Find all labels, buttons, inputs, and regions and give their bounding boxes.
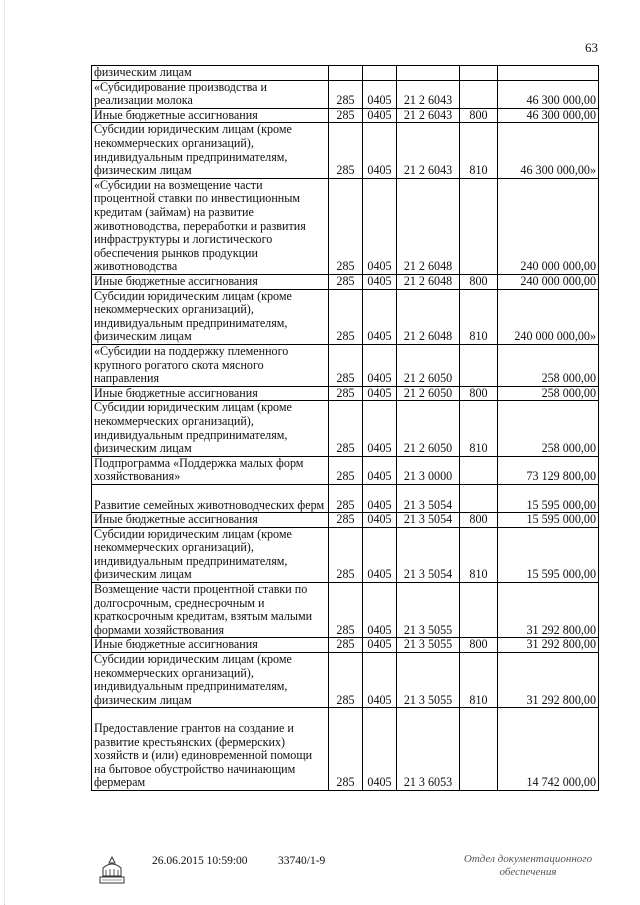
row-target-code-cell: 21 2 6050 (397, 344, 460, 386)
row-expense-type-cell: 800 (460, 638, 498, 653)
row-expense-type-cell (460, 178, 498, 274)
table-row (92, 708, 599, 791)
row-name-cell: Субсидии юридическим лицам (кроме некоммерческих организаций), индивидуальным предпринимателям, физическим лицам (92, 527, 329, 582)
department-stamp (448, 853, 608, 879)
row-ministry-code-cell: 285 (329, 456, 363, 484)
row-ministry-code-cell: 285 (329, 653, 363, 708)
row-target-code-cell: 21 3 0000 (397, 456, 460, 484)
row-target-code-cell: 21 2 6048 (397, 274, 460, 289)
row-amount-cell: 15 595 000,00 (498, 513, 599, 528)
row-expense-type-cell: 810 (460, 289, 498, 344)
table-row (92, 108, 599, 123)
row-expense-type-cell (460, 456, 498, 484)
row-name-cell: Иные бюджетные ассигнования (92, 108, 329, 123)
table-row (92, 289, 599, 344)
row-section-code-cell: 0405 (363, 108, 397, 123)
table-row (92, 274, 599, 289)
row-target-code-cell: 21 2 6043 (397, 123, 460, 178)
row-section-code-cell: 0405 (363, 123, 397, 178)
table-row (92, 513, 599, 528)
row-name-cell: Субсидии юридическим лицам (кроме некоммерческих организаций), индивидуальным предпринимателям, физическим лицам (92, 123, 329, 178)
row-target-code-cell: 21 3 5055 (397, 583, 460, 638)
budget-table-body (92, 66, 599, 791)
row-amount-cell: 258 000,00 (498, 386, 599, 401)
row-section-code-cell: 0405 (363, 456, 397, 484)
row-expense-type-cell: 800 (460, 386, 498, 401)
row-section-code-cell: 0405 (363, 653, 397, 708)
table-row (92, 456, 599, 484)
row-target-code-cell: 21 2 6048 (397, 289, 460, 344)
row-ministry-code-cell: 285 (329, 638, 363, 653)
stamp-line-1: Отдел документационного (463, 853, 593, 865)
row-ministry-code-cell: 285 (329, 123, 363, 178)
row-amount-cell: 46 300 000,00» (498, 123, 599, 178)
row-name-cell: «Субсидии на поддержку племенного крупного рогатого скота мясного направления (92, 344, 329, 386)
row-expense-type-cell (460, 583, 498, 638)
row-target-code-cell: 21 3 5054 (397, 484, 460, 512)
table-row (92, 401, 599, 456)
row-expense-type-cell (460, 80, 498, 108)
row-name-cell: Подпрограмма «Поддержка малых форм хозяйствования» (92, 456, 329, 484)
table-row (92, 583, 599, 638)
footer-document-code: 33740/1-9 (278, 855, 326, 867)
row-section-code-cell: 0405 (363, 708, 397, 791)
row-target-code-cell: 21 2 6050 (397, 386, 460, 401)
row-target-code-cell: 21 3 5054 (397, 513, 460, 528)
row-ministry-code-cell: 285 (329, 108, 363, 123)
row-target-code-cell: 21 2 6050 (397, 401, 460, 456)
emblem-icon (95, 854, 129, 891)
row-target-code-cell: 21 2 6048 (397, 178, 460, 274)
row-ministry-code-cell: 285 (329, 513, 363, 528)
row-amount-cell: 46 300 000,00 (498, 108, 599, 123)
page-number: 63 (585, 40, 598, 55)
table-row (92, 386, 599, 401)
table-row (92, 178, 599, 274)
row-target-code-cell: 21 3 5054 (397, 527, 460, 582)
row-expense-type-cell: 810 (460, 527, 498, 582)
row-name-cell: Субсидии юридическим лицам (кроме некоммерческих организаций), индивидуальным предпринимателям, физическим лицам (92, 401, 329, 456)
row-expense-type-cell (460, 66, 498, 81)
row-amount-cell: 240 000 000,00 (498, 178, 599, 274)
row-name-cell: Иные бюджетные ассигнования (92, 274, 329, 289)
row-ministry-code-cell: 285 (329, 386, 363, 401)
table-row (92, 80, 599, 108)
row-expense-type-cell: 810 (460, 401, 498, 456)
row-amount-cell: 15 595 000,00 (498, 484, 599, 512)
row-amount-cell: 258 000,00 (498, 401, 599, 456)
row-expense-type-cell (460, 344, 498, 386)
row-target-code-cell (397, 66, 460, 81)
table-row (92, 527, 599, 582)
table-row (92, 638, 599, 653)
row-expense-type-cell: 800 (460, 274, 498, 289)
row-ministry-code-cell: 285 (329, 401, 363, 456)
row-name-cell: Иные бюджетные ассигнования (92, 386, 329, 401)
row-ministry-code-cell: 285 (329, 708, 363, 791)
row-ministry-code-cell (329, 66, 363, 81)
row-ministry-code-cell: 285 (329, 289, 363, 344)
row-target-code-cell: 21 3 5055 (397, 653, 460, 708)
row-name-cell: Иные бюджетные ассигнования (92, 638, 329, 653)
row-amount-cell: 258 000,00 (498, 344, 599, 386)
row-amount-cell: 15 595 000,00 (498, 527, 599, 582)
row-name-cell: «Субсидирование производства и реализации молока (92, 80, 329, 108)
stamp-line-2: обеспечения (499, 866, 557, 878)
page-footer (0, 852, 640, 892)
row-expense-type-cell: 810 (460, 123, 498, 178)
row-section-code-cell (363, 66, 397, 81)
table-row (92, 123, 599, 178)
row-name-cell: Иные бюджетные ассигнования (92, 513, 329, 528)
row-section-code-cell: 0405 (363, 638, 397, 653)
budget-table (91, 65, 599, 791)
row-section-code-cell: 0405 (363, 401, 397, 456)
row-amount-cell: 240 000 000,00» (498, 289, 599, 344)
row-target-code-cell: 21 3 6053 (397, 708, 460, 791)
row-amount-cell (498, 66, 599, 81)
row-ministry-code-cell: 285 (329, 527, 363, 582)
table-row (92, 484, 599, 512)
row-section-code-cell: 0405 (363, 386, 397, 401)
row-ministry-code-cell: 285 (329, 80, 363, 108)
row-name-cell: Субсидии юридическим лицам (кроме некоммерческих организаций), индивидуальным предпринимателям, физическим лицам (92, 653, 329, 708)
row-amount-cell: 46 300 000,00 (498, 80, 599, 108)
row-section-code-cell: 0405 (363, 289, 397, 344)
table-row (92, 66, 599, 81)
row-expense-type-cell (460, 708, 498, 791)
row-amount-cell: 31 292 800,00 (498, 583, 599, 638)
row-amount-cell: 31 292 800,00 (498, 638, 599, 653)
row-section-code-cell: 0405 (363, 527, 397, 582)
row-expense-type-cell: 800 (460, 513, 498, 528)
row-expense-type-cell: 810 (460, 653, 498, 708)
row-amount-cell: 14 742 000,00 (498, 708, 599, 791)
page-left-edge (4, 0, 6, 905)
row-target-code-cell: 21 3 5055 (397, 638, 460, 653)
row-section-code-cell: 0405 (363, 344, 397, 386)
row-amount-cell: 240 000 000,00 (498, 274, 599, 289)
row-name-cell: Возмещение части процентной ставки по долгосрочным, среднесрочным и краткосрочным кредитам, взятым малыми формами хозяйствования (92, 583, 329, 638)
row-ministry-code-cell: 285 (329, 484, 363, 512)
row-amount-cell: 73 129 800,00 (498, 456, 599, 484)
footer-date: 26.06.2015 10:59:00 (152, 855, 248, 867)
table-row (92, 344, 599, 386)
row-name-cell: физическим лицам (92, 66, 329, 81)
row-ministry-code-cell: 285 (329, 178, 363, 274)
row-section-code-cell: 0405 (363, 80, 397, 108)
row-name-cell: «Субсидии на возмещение части процентной ставки по инвестиционным кредитам (займам) на развитие животноводства, переработки и развития инфраструктуры и логистического обеспечения рынков продукции животноводства (92, 178, 329, 274)
row-ministry-code-cell: 285 (329, 583, 363, 638)
row-section-code-cell: 0405 (363, 178, 397, 274)
row-expense-type-cell (460, 484, 498, 512)
row-ministry-code-cell: 285 (329, 344, 363, 386)
row-section-code-cell: 0405 (363, 274, 397, 289)
row-section-code-cell: 0405 (363, 513, 397, 528)
row-target-code-cell: 21 2 6043 (397, 108, 460, 123)
row-ministry-code-cell: 285 (329, 274, 363, 289)
row-section-code-cell: 0405 (363, 484, 397, 512)
row-name-cell: Предоставление грантов на создание и развитие крестьянских (фермерских) хозяйств и (или) единовременной помощи на бытовое обустройство начинающим фермерам (92, 708, 329, 791)
row-target-code-cell: 21 2 6043 (397, 80, 460, 108)
row-expense-type-cell: 800 (460, 108, 498, 123)
table-row (92, 653, 599, 708)
row-name-cell: Развитие семейных животноводческих ферм (92, 484, 329, 512)
row-amount-cell: 31 292 800,00 (498, 653, 599, 708)
row-section-code-cell: 0405 (363, 583, 397, 638)
row-name-cell: Субсидии юридическим лицам (кроме некоммерческих организаций), индивидуальным предпринимателям, физическим лицам (92, 289, 329, 344)
